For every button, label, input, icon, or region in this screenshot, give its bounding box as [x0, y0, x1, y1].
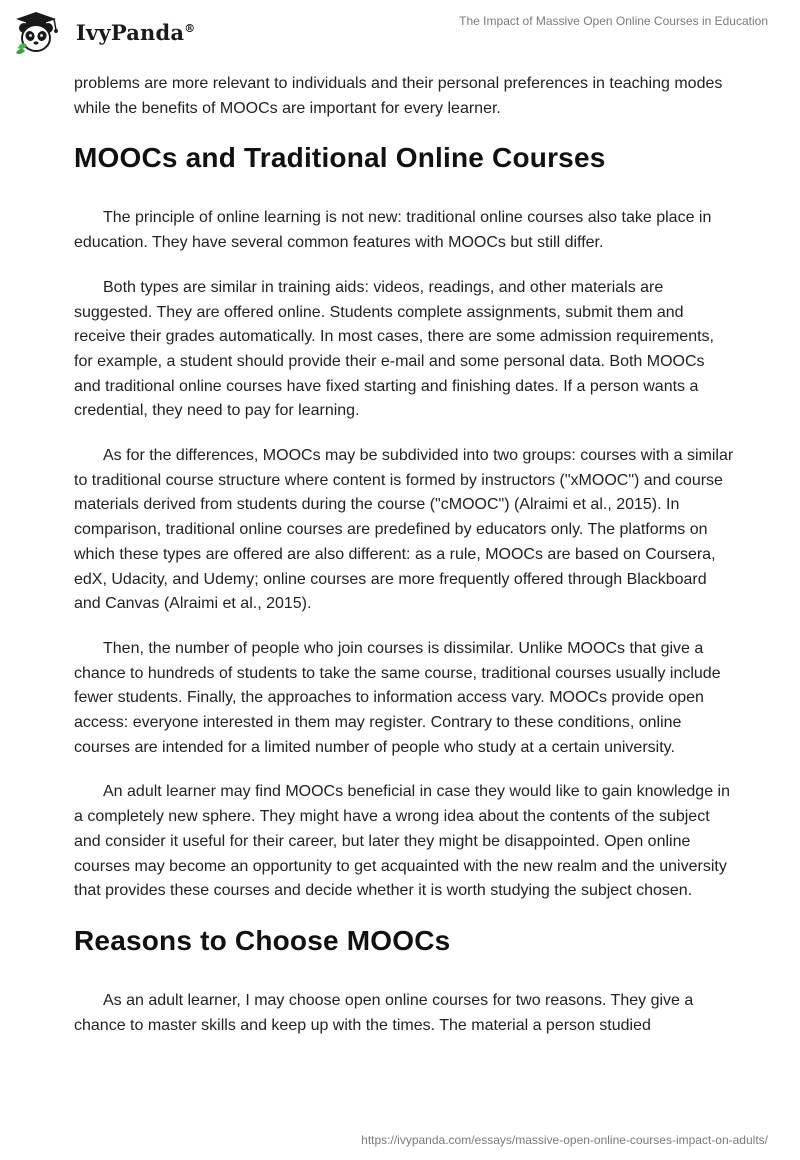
section-heading-reasons: Reasons to Choose MOOCs [74, 924, 451, 956]
source-url[interactable]: https://ivypanda.com/essays/massive-open-online-courses-impact-on-adults/ [361, 1133, 768, 1147]
paragraph: As an adult learner, I may choose open online courses for two reasons. They give a chance to master skills and keep up with the times. The material a person studied [74, 991, 694, 1034]
section-heading-moocs-vs-traditional: MOOCs and Traditional Online Courses [74, 142, 606, 174]
page-header [0, 0, 800, 64]
paragraph: As for the differences, MOOCs may be subdivided into two groups: courses with a similar to traditional course structure where content is formed by instructors ("xMOOC") and course materials derived from students during the course ("cMOOC") (Alraimi et al., 2015). In comparison, traditional online courses are predefined by educators only. The platforms on which these types are offered are also different: as a rule, MOOCs are based on Coursera, edX, Udacity, and Udemy; online courses are more frequently offered through Blackboard and Canvas (Alraimi et al., 2015). [74, 447, 734, 613]
brand-name: IvyPanda® [76, 19, 196, 45]
paragraph: Then, the number of people who join courses is dissimilar. Unlike MOOCs that give a chance to hundreds of students to take the same course, traditional courses usually include fewer students. Finally, the approaches to information access vary. MOOCs provide open access: everyone interested in them may register. Contrary to these conditions, online courses are intended for a limited number of people who study at a certain university. [74, 639, 721, 756]
intro-paragraph: problems are more relevant to individuals and their personal preferences in teaching modes while the benefits of MOOCs are important for every learner. [74, 75, 723, 117]
ivypanda-logo[interactable] [14, 8, 195, 56]
article-body [74, 72, 734, 1058]
panda-graduation-cap-icon [14, 8, 72, 56]
document-title: The Impact of Massive Open Online Courses in Education [459, 14, 768, 28]
paragraph: An adult learner may find MOOCs beneficial in case they would like to gain knowledge in a completely new sphere. They might have a wrong idea about the contents of the subject and consider it useful for their career, but later they might be disappointed. Open online courses may become an opportunity to get acquainted with the new realm and the university that provides these courses and decide whether it is worth studying the subject chosen. [74, 783, 730, 900]
paragraph: Both types are similar in training aids: videos, readings, and other materials are suggested. They are offered online. Students complete assignments, submit them and receive their grades automatically. In most cases, there are some admission requirements, for example, a student should provide their e-mail and some personal data. Both MOOCs and traditional online courses have fixed starting and finishing dates. If a person wants a credential, they need to pay for learning. [74, 278, 714, 420]
paragraph: The principle of online learning is not new: traditional online courses also take place in education. They have several common features with MOOCs but still differ. [74, 209, 712, 252]
